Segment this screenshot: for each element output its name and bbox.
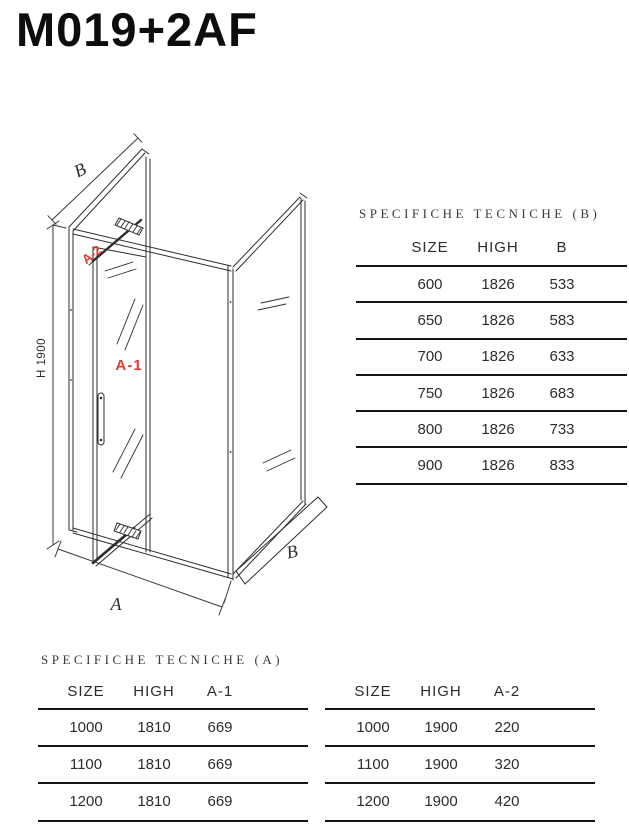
spec-table-a2-body: [325, 710, 595, 822]
dimension-lines: [47, 134, 231, 615]
table-cell: 1826: [481, 348, 515, 366]
column-header: SIZE: [354, 682, 392, 700]
table-row: [325, 710, 595, 747]
dimension-height: [47, 221, 66, 549]
table-cell: 600: [417, 275, 443, 293]
table-cell: 683: [549, 384, 575, 402]
table-cell: 1826: [481, 275, 515, 293]
table-cell: 1200: [356, 793, 390, 811]
page-title: M019+2AF: [16, 3, 258, 56]
column-header: A-2: [493, 682, 521, 700]
table-cell: 650: [417, 311, 443, 329]
table-cell: 700: [417, 348, 443, 366]
base-track: [236, 497, 327, 584]
table-row: [356, 267, 627, 303]
table-cell: 1000: [69, 719, 103, 737]
column-header: SIZE: [67, 682, 105, 700]
spec-table-b-title: SPECIFICHE TECNICHE (B): [359, 206, 601, 221]
spec-table-b-header: [356, 230, 627, 267]
dim-label-b-top: B: [70, 158, 90, 182]
table-cell: 1900: [424, 793, 458, 811]
table-cell: 633: [549, 348, 575, 366]
table-cell: 583: [549, 311, 575, 329]
pivot-door: [89, 220, 152, 566]
column-header: HIGH: [133, 682, 175, 700]
dimension-a-bottom: [55, 541, 231, 615]
table-row: [356, 340, 627, 376]
table-cell: 669: [207, 756, 233, 774]
table-cell: 1100: [356, 756, 390, 774]
spec-table-a2-spacer: [325, 652, 595, 674]
table-cell: 750: [417, 384, 443, 402]
table-row: [356, 303, 627, 339]
column-header: HIGH: [477, 239, 519, 256]
table-row: [38, 710, 308, 747]
spec-table-a1-body: [38, 710, 308, 822]
table-cell: 900: [417, 457, 443, 475]
table-row: [356, 448, 627, 484]
column-header: SIZE: [411, 239, 449, 256]
door-handle: [98, 393, 104, 445]
table-row: [38, 747, 308, 784]
table-row: [325, 784, 595, 821]
column-header: HIGH: [420, 682, 462, 700]
table-row: [38, 784, 308, 821]
table-cell: 1000: [356, 719, 390, 737]
table-row: [356, 412, 627, 448]
right-side-panel: [233, 193, 307, 578]
table-cell: 800: [417, 420, 443, 438]
table-cell: 733: [549, 420, 575, 438]
column-header: B: [556, 239, 568, 256]
table-cell: 669: [207, 793, 233, 811]
spec-table-b: [356, 206, 627, 485]
panel-label-a1: A-1: [115, 357, 143, 374]
table-cell: 1810: [137, 719, 171, 737]
left-side-panel: [69, 149, 150, 552]
table-cell: 1900: [424, 719, 458, 737]
dim-label-b-bottom: B: [284, 540, 300, 563]
table-cell: 1826: [481, 457, 515, 475]
table-cell: 1810: [137, 756, 171, 774]
panel-label-a2: A-2: [78, 242, 105, 267]
glass-hatch-marks: [258, 297, 295, 471]
spec-table-a1-header: [38, 674, 308, 710]
column-header: A-1: [206, 682, 234, 700]
table-cell: 533: [549, 275, 575, 293]
spec-table-b-body: [356, 267, 627, 485]
table-cell: 669: [207, 719, 233, 737]
table-cell: 833: [549, 457, 575, 475]
spec-table-a2-header: [325, 674, 595, 710]
table-cell: 1900: [424, 756, 458, 774]
table-cell: 1200: [69, 793, 103, 811]
table-cell: 1810: [137, 793, 171, 811]
table-row: [325, 747, 595, 784]
table-cell: 1826: [481, 311, 515, 329]
table-cell: 1100: [69, 756, 103, 774]
dim-label-a-bottom: A: [110, 594, 122, 614]
table-cell: 420: [494, 793, 520, 811]
spec-table-a1: [38, 652, 308, 822]
spec-table-a2: [325, 652, 595, 822]
spec-table-a1-title: SPECIFICHE TECNICHE (A): [41, 652, 284, 667]
dimension-b-top: [48, 134, 142, 225]
dim-label-height: H 1900: [36, 337, 48, 379]
table-row: [356, 376, 627, 412]
table-cell: 220: [494, 719, 520, 737]
table-cell: 320: [494, 756, 520, 774]
table-cell: 1826: [481, 384, 515, 402]
table-cell: 1826: [481, 420, 515, 438]
